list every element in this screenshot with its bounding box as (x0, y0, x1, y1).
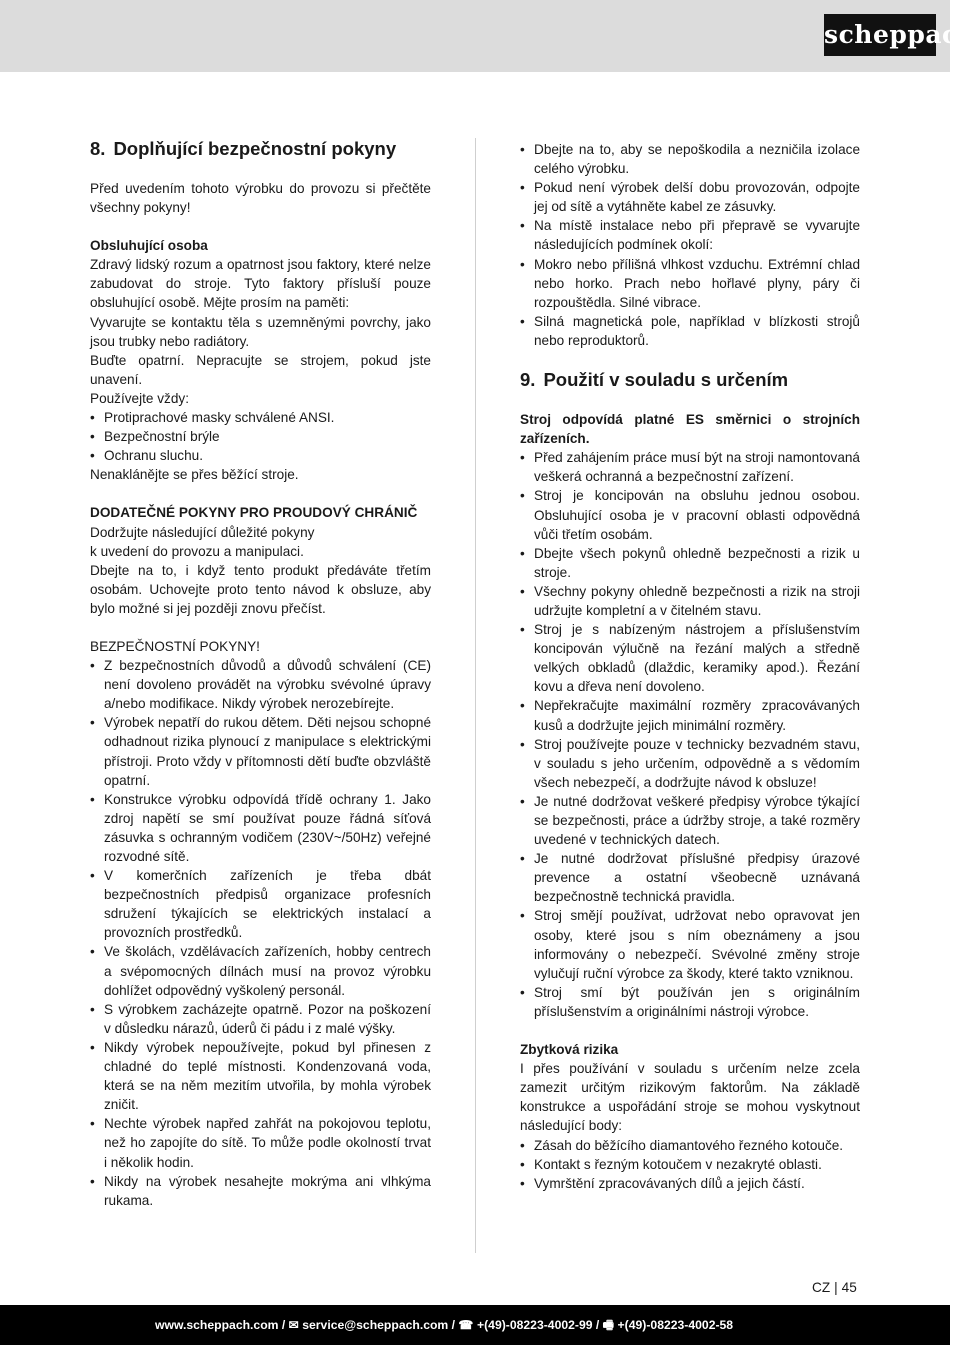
section-9-title: 9. Použití v souladu s určením (520, 369, 789, 391)
intended-list (520, 448, 860, 1021)
left-column (90, 138, 431, 1210)
list-item: • Stroj je koncipován na obsluhu jednou osobou. Obsluhující osoba je v pracovní oblasti odpovědná vůči třetím osobám. (520, 486, 860, 543)
residual-heading: Zbytková rizika (520, 1042, 619, 1058)
rcd-paragraph: Dodržujte následující důležité pokyny (90, 524, 315, 540)
safety-heading: BEZPEČNOSTNÍ POKYNY! (90, 638, 260, 654)
list-item: • Silná magnetická pole, například v blízkosti strojů nebo reproduktorů. (520, 312, 860, 350)
list-item: • Dbejte všech pokynů ohledně bezpečnosti a rizik u stroje. (520, 544, 860, 582)
list-item: • Konstrukce výrobku odpovídá třídě ochrany 1. Jako zdroj napětí se smí používat pouze řádná síťová zásuvka s ochranným vodičem (230V~/50Hz) veřejné rozvodné sítě. (90, 790, 431, 866)
list-item: • V komerčních zařízeních je třeba dbát bezpečnostních předpisů organizace profesních sdružení týkajících se elektrických instalací a provozních prostředků. (90, 866, 431, 942)
list-item: • Z bezpečnostních důvodů a důvodů schválení (CE) není dovoleno provádět na výrobku svévolné úpravy a/nebo modifikace. Nikdy výrobek nerozebírejte. (90, 656, 431, 713)
operator-paragraph: Vyvarujte se kontaktu těla s uzemněnými povrchy, jako jsou trubky nebo radiátory. (90, 314, 431, 349)
list-item: • Všechny pokyny ohledně bezpečnosti a rizik na stroji udržujte kompletní a v čitelném stavu. (520, 582, 860, 620)
residual-list (520, 1136, 860, 1193)
list-item: • Protiprachové masky schválené ANSI. (90, 408, 431, 427)
column-divider (475, 138, 476, 1253)
list-item: • Pokud není výrobek delší dobu provozován, odpojte jej od sítě a vytáhněte kabel ze zásuvky. (520, 178, 860, 216)
list-item: • Výrobek nepatří do rukou dětem. Děti nejsou schopné odhadnout rizika plynoucí z manipulace s elektrickými přístroji. Proto vždy v přítomnosti dětí buďte obzvláště opatrní. (90, 713, 431, 789)
list-item: • Zásah do běžícího diamantového řezného kotouče. (520, 1136, 860, 1155)
operator-paragraph: Buďte opatrní. Nepracujte se strojem, pokud jste unavení. (90, 352, 431, 387)
header-band (0, 0, 976, 72)
list-item: • Na místě instalace nebo při přepravě se vyvarujte následujících podmínek okolí: (520, 216, 860, 254)
intro-text: Před uvedením tohoto výrobku do provozu si přečtěte všechny pokyny! (90, 181, 431, 216)
operator-heading: Obsluhující osoba (90, 238, 208, 254)
top-list (520, 140, 860, 350)
footer-contact-bar: www.scheppach.com / ✉ service@scheppach.com / ☎ +(49)-08223-4002-99 / 🖷 +(49)-08223-4002-58 (0, 1305, 950, 1345)
list-item: • Stroj smějí používat, udržovat nebo opravovat jen osoby, které jsou s ním obeznámeny a jsou informovány o nebezpečí. Svévolné změny stroje vylučují ruční výrobce za škody, které takto vzniknou. (520, 906, 860, 982)
list-item: • Stroj smí být používán jen s originálním příslušenstvím a originálními nástroji výrobce. (520, 983, 860, 1021)
list-item: • Ve školách, vzdělávacích zařízeních, hobby centrech a svépomocných dílnách musí na provoz výrobku dohlížet odpovědný vyškolený personál. (90, 942, 431, 999)
list-item: • Stroj používejte pouze v technicky bezvadném stavu, v souladu s jeho určením, odpovědně a s vědomím všech nebezpečí, a dodržujte návod k obsluze! (520, 735, 860, 792)
page-number: CZ | 45 (812, 1280, 857, 1295)
list-item: • Nechte výrobek napřed zahřát na pokojovou teplotu, než ho zapojíte do sítě. To může podle okolností trvat i několik hodin. (90, 1114, 431, 1171)
list-item: • Vymrštění zpracovávaných dílů a jejich částí. (520, 1174, 860, 1193)
list-item: • Dbejte na to, aby se nepoškodila a nezničila izolace celého výrobku. (520, 140, 860, 178)
intended-heading: Stroj odpovídá platné ES směrnici o strojních zařízeních. (520, 412, 860, 447)
list-item: • Ochranu sluchu. (90, 446, 431, 465)
rcd-paragraph: k uvedení do provozu a manipulaci. (90, 543, 304, 559)
rcd-paragraph: Dbejte na to, i když tento produkt předáváte třetím osobám. Uchovejte proto tento návod k obsluze, aby bylo možné si jej později znovu přečíst. (90, 562, 431, 616)
list-item: • Stroj je s nabízeným nástrojem a příslušenstvím koncipován výlučně na řezání malých a středně velkých obkladů (dlaždic, keramiky apod.). Řezání kovu a dřeva není dovoleno. (520, 620, 860, 696)
list-item: • Mokro nebo přílišná vlhkost vzduchu. Extrémní chlad nebo horko. Prach nebo hořlavé plyny, páry či rozpouštědla. Silné vibrace. (520, 255, 860, 312)
list-item: • Kontakt s řezným kotoučem v nezakryté oblasti. (520, 1155, 860, 1174)
scheppach-logo: scheppach (824, 14, 936, 56)
list-item: • Nikdy na výrobek nesahejte mokrýma ani vlhkýma rukama. (90, 1172, 431, 1210)
list-item: • Před zahájením práce musí být na stroji namontovaná veškerá ochranná a bezpečnostní zařízení. (520, 448, 860, 486)
rcd-heading: DODATEČNÉ POKYNY PRO PROUDOVÝ CHRÁNIČ (90, 505, 418, 521)
safety-list (90, 656, 431, 1210)
list-item: • S výrobkem zacházejte opatrně. Pozor na poškození v důsledku nárazů, úderů či pádu i z malé výšky. (90, 1000, 431, 1038)
list-item: • Je nutné dodržovat veškeré předpisy výrobce týkající se bezpečnosti, práce a údržby stroje, a také rozměry uvedené v technických datech. (520, 792, 860, 849)
list-item: • Bezpečnostní brýle (90, 427, 431, 446)
right-column (520, 140, 860, 1193)
section-8-title: 8. Doplňující bezpečnostní pokyny (90, 138, 397, 159)
residual-intro: I přes používání v souladu s určením nelze zcela zamezit určitým rizikovým faktorům. Na základě konstrukce a uspořádání stroje se mohou vyskytnout následující body: (520, 1061, 860, 1134)
operator-end: Nenaklánějte se přes běžící stroje. (90, 467, 299, 483)
list-item: • Nepřekračujte maximální rozměry zpracovávaných kusů a dodržujte jejich minimální rozměry. (520, 696, 860, 734)
operator-paragraph: Používejte vždy: (90, 390, 189, 406)
list-item: • Je nutné dodržovat příslušné předpisy úrazové prevence a ostatní všeobecně uznávaná bezpečnostně technická pravidla. (520, 849, 860, 906)
list-item: • Nikdy výrobek nepoužívejte, pokud byl přinesen z chladné do teplé místnosti. Kondenzovaná voda, která se na něm mezitím utvořila, by mohla výrobek zničit. (90, 1038, 431, 1114)
operator-paragraph: Zdravý lidský rozum a opatrnost jsou faktory, které nelze zabudovat do stroje. Tyto faktory přísluší pouze obsluhující osobě. Mějte prosím na paměti: (90, 257, 431, 311)
operator-list (90, 408, 431, 465)
